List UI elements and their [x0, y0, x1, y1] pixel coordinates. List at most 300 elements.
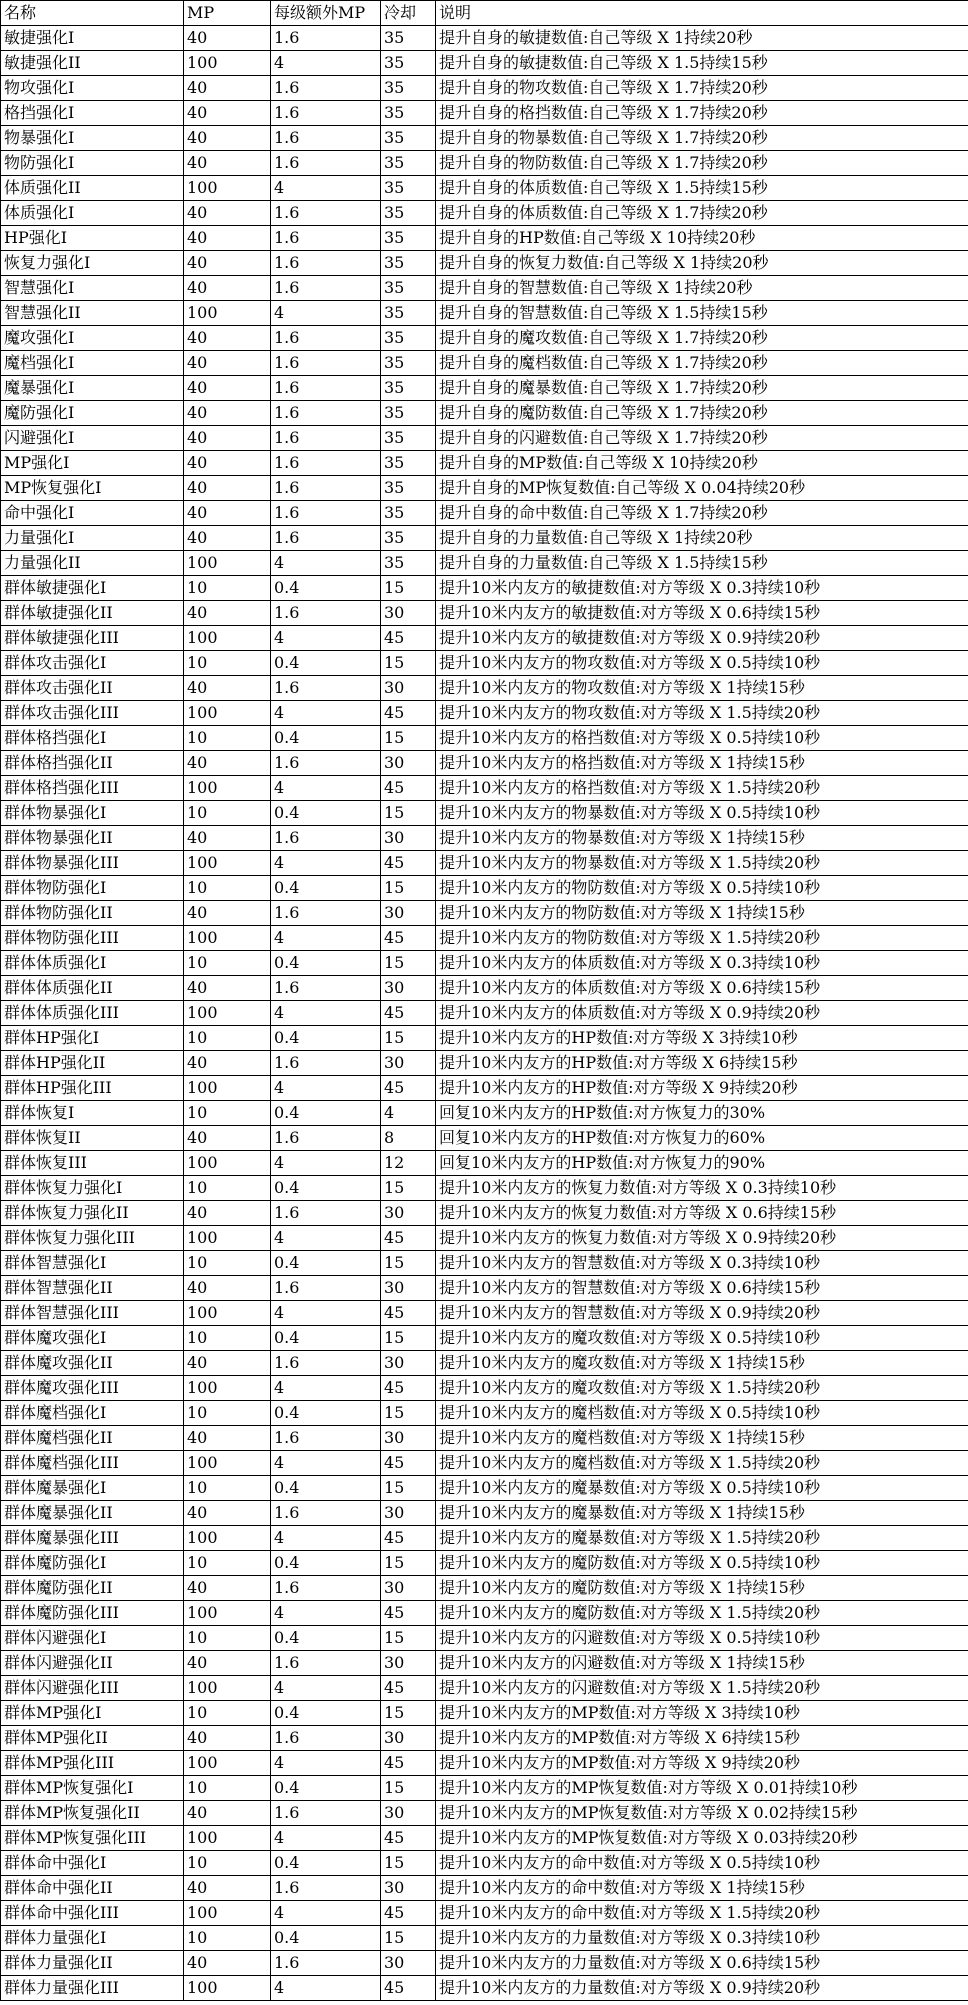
cell-cooldown: 15: [381, 1401, 436, 1426]
cell-mp-per-level: 4: [271, 176, 381, 201]
table-row: [1, 1276, 968, 1301]
cell-cooldown: 12: [381, 1151, 436, 1176]
cell-description: 提升自身的力量数值:自己等级 X 1持续20秒: [436, 526, 968, 551]
cell-mp-per-level: 1.6: [271, 1051, 381, 1076]
cell-description: 提升10米内友方的恢复力数值:对方等级 X 0.6持续15秒: [436, 1201, 968, 1226]
table-row: [1, 151, 968, 176]
cell-name: 群体攻击强化II: [1, 676, 184, 701]
cell-mp: 10: [184, 1176, 271, 1201]
cell-cooldown: 4: [381, 1101, 436, 1126]
cell-mp: 100: [184, 1001, 271, 1026]
table-row: [1, 226, 968, 251]
cell-cooldown: 15: [381, 651, 436, 676]
cell-description: 提升自身的魔暴数值:自己等级 X 1.7持续20秒: [436, 376, 968, 401]
cell-mp-per-level: 4: [271, 1976, 381, 2001]
cell-mp: 40: [184, 276, 271, 301]
table-row: [1, 751, 968, 776]
cell-description: 提升10米内友方的物暴数值:对方等级 X 1持续15秒: [436, 826, 968, 851]
cell-cooldown: 15: [381, 726, 436, 751]
cell-mp-per-level: 0.4: [271, 576, 381, 601]
table-row: [1, 576, 968, 601]
cell-description: 提升10米内友方的MP恢复数值:对方等级 X 0.02持续15秒: [436, 1801, 968, 1826]
cell-cooldown: 45: [381, 1901, 436, 1926]
header-description: 说明: [436, 1, 968, 26]
cell-mp: 100: [184, 301, 271, 326]
cell-name: 群体格挡强化III: [1, 776, 184, 801]
cell-name: 群体体质强化II: [1, 976, 184, 1001]
cell-mp-per-level: 4: [271, 1001, 381, 1026]
cell-cooldown: 35: [381, 26, 436, 51]
cell-cooldown: 15: [381, 876, 436, 901]
cell-mp-per-level: 1.6: [271, 1651, 381, 1676]
cell-description: 提升自身的敏捷数值:自己等级 X 1.5持续15秒: [436, 51, 968, 76]
cell-cooldown: 30: [381, 601, 436, 626]
cell-mp-per-level: 4: [271, 1526, 381, 1551]
cell-name: 群体体质强化III: [1, 1001, 184, 1026]
cell-name: 群体敏捷强化III: [1, 626, 184, 651]
cell-name: 魔档强化I: [1, 351, 184, 376]
cell-name: 群体魔攻强化II: [1, 1351, 184, 1376]
cell-description: 提升自身的MP恢复数值:自己等级 X 0.04持续20秒: [436, 476, 968, 501]
cell-mp-per-level: 4: [271, 1376, 381, 1401]
cell-mp: 40: [184, 1951, 271, 1976]
cell-mp-per-level: 4: [271, 1151, 381, 1176]
cell-mp-per-level: 4: [271, 551, 381, 576]
cell-name: 力量强化I: [1, 526, 184, 551]
cell-name: 群体力量强化I: [1, 1926, 184, 1951]
table-row: [1, 476, 968, 501]
cell-cooldown: 15: [381, 1851, 436, 1876]
cell-name: 群体敏捷强化I: [1, 576, 184, 601]
cell-mp: 10: [184, 1776, 271, 1801]
cell-mp: 100: [184, 926, 271, 951]
table-row: [1, 1601, 968, 1626]
cell-mp: 100: [184, 51, 271, 76]
cell-cooldown: 30: [381, 1426, 436, 1451]
cell-cooldown: 30: [381, 1051, 436, 1076]
cell-mp-per-level: 1.6: [271, 676, 381, 701]
table-row: [1, 401, 968, 426]
table-row: [1, 726, 968, 751]
cell-cooldown: 45: [381, 1076, 436, 1101]
cell-description: 提升自身的敏捷数值:自己等级 X 1持续20秒: [436, 26, 968, 51]
cell-mp-per-level: 1.6: [271, 76, 381, 101]
table-row: [1, 1001, 968, 1026]
cell-description: 提升10米内友方的魔档数值:对方等级 X 1持续15秒: [436, 1426, 968, 1451]
cell-mp: 40: [184, 1126, 271, 1151]
cell-description: 提升自身的恢复力数值:自己等级 X 1持续20秒: [436, 251, 968, 276]
cell-mp: 40: [184, 226, 271, 251]
cell-cooldown: 35: [381, 551, 436, 576]
cell-description: 提升10米内友方的魔攻数值:对方等级 X 1持续15秒: [436, 1351, 968, 1376]
cell-description: 提升10米内友方的命中数值:对方等级 X 1持续15秒: [436, 1876, 968, 1901]
cell-name: 群体魔防强化II: [1, 1576, 184, 1601]
cell-mp: 40: [184, 1876, 271, 1901]
cell-cooldown: 35: [381, 501, 436, 526]
cell-name: 群体攻击强化III: [1, 701, 184, 726]
cell-description: 提升10米内友方的命中数值:对方等级 X 1.5持续20秒: [436, 1901, 968, 1926]
cell-mp-per-level: 0.4: [271, 1851, 381, 1876]
cell-mp: 40: [184, 526, 271, 551]
cell-cooldown: 15: [381, 1251, 436, 1276]
cell-cooldown: 35: [381, 176, 436, 201]
table-row: [1, 1476, 968, 1501]
cell-cooldown: 35: [381, 426, 436, 451]
cell-mp-per-level: 1.6: [271, 1951, 381, 1976]
cell-mp: 40: [184, 251, 271, 276]
cell-name: 群体MP强化III: [1, 1751, 184, 1776]
cell-cooldown: 30: [381, 1726, 436, 1751]
cell-description: 提升10米内友方的魔防数值:对方等级 X 0.5持续10秒: [436, 1551, 968, 1576]
cell-mp: 40: [184, 1201, 271, 1226]
cell-cooldown: 35: [381, 251, 436, 276]
cell-cooldown: 30: [381, 1501, 436, 1526]
cell-name: 群体恢复力强化I: [1, 1176, 184, 1201]
cell-mp-per-level: 4: [271, 701, 381, 726]
cell-name: 群体格挡强化I: [1, 726, 184, 751]
cell-description: 提升10米内友方的魔档数值:对方等级 X 1.5持续20秒: [436, 1451, 968, 1476]
table-row: [1, 1401, 968, 1426]
cell-description: 提升10米内友方的格挡数值:对方等级 X 1.5持续20秒: [436, 776, 968, 801]
cell-mp: 10: [184, 1251, 271, 1276]
cell-description: 提升10米内友方的智慧数值:对方等级 X 0.3持续10秒: [436, 1251, 968, 1276]
cell-name: 力量强化II: [1, 551, 184, 576]
table-row: [1, 1776, 968, 1801]
table-row: [1, 376, 968, 401]
cell-mp-per-level: 1.6: [271, 1201, 381, 1226]
table-row: [1, 1376, 968, 1401]
cell-description: 回复10米内友方的HP数值:对方恢复力的60%: [436, 1126, 968, 1151]
cell-description: 提升10米内友方的魔暴数值:对方等级 X 1持续15秒: [436, 1501, 968, 1526]
table-row: [1, 1826, 968, 1851]
cell-description: 提升自身的命中数值:自己等级 X 1.7持续20秒: [436, 501, 968, 526]
cell-mp: 40: [184, 1051, 271, 1076]
cell-mp-per-level: 1.6: [271, 751, 381, 776]
cell-name: 群体闪避强化III: [1, 1676, 184, 1701]
cell-mp-per-level: 0.4: [271, 1176, 381, 1201]
table-row: [1, 676, 968, 701]
table-row: [1, 1301, 968, 1326]
table-row: [1, 301, 968, 326]
cell-name: 闪避强化I: [1, 426, 184, 451]
table-row: [1, 76, 968, 101]
cell-cooldown: 35: [381, 476, 436, 501]
cell-name: 群体物暴强化III: [1, 851, 184, 876]
table-row: [1, 1976, 968, 2001]
cell-description: 提升10米内友方的敏捷数值:对方等级 X 0.9持续20秒: [436, 626, 968, 651]
table-row: [1, 1926, 968, 1951]
cell-cooldown: 30: [381, 1351, 436, 1376]
cell-cooldown: 45: [381, 701, 436, 726]
cell-description: 回复10米内友方的HP数值:对方恢复力的90%: [436, 1151, 968, 1176]
cell-mp: 10: [184, 1551, 271, 1576]
cell-mp: 100: [184, 1151, 271, 1176]
cell-cooldown: 35: [381, 326, 436, 351]
cell-cooldown: 30: [381, 751, 436, 776]
cell-mp-per-level: 1.6: [271, 826, 381, 851]
cell-name: 群体力量强化III: [1, 1976, 184, 2001]
cell-cooldown: 30: [381, 1276, 436, 1301]
table-row: [1, 51, 968, 76]
cell-name: 命中强化I: [1, 501, 184, 526]
table-row: [1, 1651, 968, 1676]
cell-description: 提升10米内友方的闪避数值:对方等级 X 0.5持续10秒: [436, 1626, 968, 1651]
cell-mp: 40: [184, 326, 271, 351]
cell-description: 提升10米内友方的力量数值:对方等级 X 0.6持续15秒: [436, 1951, 968, 1976]
table-row: [1, 501, 968, 526]
cell-name: 群体HP强化II: [1, 1051, 184, 1076]
cell-cooldown: 35: [381, 126, 436, 151]
cell-mp-per-level: 0.4: [271, 1701, 381, 1726]
cell-description: 提升10米内友方的体质数值:对方等级 X 0.6持续15秒: [436, 976, 968, 1001]
cell-mp: 10: [184, 951, 271, 976]
cell-description: 提升10米内友方的魔防数值:对方等级 X 1持续15秒: [436, 1576, 968, 1601]
cell-mp-per-level: 1.6: [271, 326, 381, 351]
cell-cooldown: 30: [381, 826, 436, 851]
cell-mp-per-level: 0.4: [271, 1401, 381, 1426]
table-row: [1, 1451, 968, 1476]
cell-mp-per-level: 1.6: [271, 1801, 381, 1826]
cell-name: 群体智慧强化II: [1, 1276, 184, 1301]
cell-mp: 40: [184, 151, 271, 176]
cell-description: 提升自身的魔档数值:自己等级 X 1.7持续20秒: [436, 351, 968, 376]
cell-cooldown: 15: [381, 1176, 436, 1201]
cell-cooldown: 35: [381, 76, 436, 101]
cell-mp: 100: [184, 1226, 271, 1251]
cell-mp-per-level: 1.6: [271, 601, 381, 626]
cell-mp: 100: [184, 776, 271, 801]
cell-mp: 40: [184, 1726, 271, 1751]
table-row: [1, 451, 968, 476]
cell-name: 群体魔攻强化III: [1, 1376, 184, 1401]
cell-description: 提升10米内友方的体质数值:对方等级 X 0.3持续10秒: [436, 951, 968, 976]
cell-description: 提升10米内友方的物防数值:对方等级 X 1持续15秒: [436, 901, 968, 926]
cell-description: 提升10米内友方的智慧数值:对方等级 X 0.6持续15秒: [436, 1276, 968, 1301]
cell-name: 格挡强化I: [1, 101, 184, 126]
cell-name: 群体魔暴强化II: [1, 1501, 184, 1526]
cell-mp-per-level: 1.6: [271, 101, 381, 126]
cell-description: 提升10米内友方的物暴数值:对方等级 X 1.5持续20秒: [436, 851, 968, 876]
cell-cooldown: 45: [381, 1376, 436, 1401]
table-row: [1, 776, 968, 801]
table-row: [1, 1901, 968, 1926]
cell-description: 提升10米内友方的物防数值:对方等级 X 0.5持续10秒: [436, 876, 968, 901]
table-row: [1, 1126, 968, 1151]
cell-mp-per-level: 1.6: [271, 151, 381, 176]
cell-mp: 40: [184, 1351, 271, 1376]
table-row: [1, 951, 968, 976]
cell-mp-per-level: 0.4: [271, 651, 381, 676]
cell-description: 提升10米内友方的魔防数值:对方等级 X 1.5持续20秒: [436, 1601, 968, 1626]
table-row: [1, 1051, 968, 1076]
cell-description: 提升自身的力量数值:自己等级 X 1.5持续15秒: [436, 551, 968, 576]
table-row: [1, 1026, 968, 1051]
cell-name: 物防强化I: [1, 151, 184, 176]
cell-mp: 10: [184, 876, 271, 901]
cell-description: 提升10米内友方的HP数值:对方等级 X 9持续20秒: [436, 1076, 968, 1101]
cell-mp: 40: [184, 676, 271, 701]
header-mp-per-level: 每级额外MP: [271, 1, 381, 26]
cell-description: 提升10米内友方的敏捷数值:对方等级 X 0.3持续10秒: [436, 576, 968, 601]
cell-mp: 40: [184, 401, 271, 426]
cell-mp-per-level: 0.4: [271, 1251, 381, 1276]
cell-mp: 40: [184, 601, 271, 626]
cell-mp: 40: [184, 351, 271, 376]
cell-description: 回复10米内友方的HP数值:对方恢复力的30%: [436, 1101, 968, 1126]
cell-description: 提升10米内友方的魔攻数值:对方等级 X 1.5持续20秒: [436, 1376, 968, 1401]
cell-mp-per-level: 1.6: [271, 351, 381, 376]
cell-mp: 40: [184, 201, 271, 226]
cell-mp-per-level: 1.6: [271, 476, 381, 501]
cell-name: 群体MP强化I: [1, 1701, 184, 1726]
cell-mp: 40: [184, 1501, 271, 1526]
cell-description: 提升10米内友方的体质数值:对方等级 X 0.9持续20秒: [436, 1001, 968, 1026]
cell-name: 群体恢复II: [1, 1126, 184, 1151]
cell-cooldown: 35: [381, 51, 436, 76]
cell-description: 提升10米内友方的物攻数值:对方等级 X 1持续15秒: [436, 676, 968, 701]
cell-cooldown: 45: [381, 1976, 436, 2001]
cell-mp-per-level: 1.6: [271, 426, 381, 451]
cell-description: 提升自身的智慧数值:自己等级 X 1持续20秒: [436, 276, 968, 301]
cell-cooldown: 30: [381, 1651, 436, 1676]
cell-name: 群体闪避强化I: [1, 1626, 184, 1651]
cell-mp: 10: [184, 651, 271, 676]
cell-name: 群体恢复I: [1, 1101, 184, 1126]
cell-name: 恢复力强化I: [1, 251, 184, 276]
cell-description: 提升10米内友方的HP数值:对方等级 X 3持续10秒: [436, 1026, 968, 1051]
cell-name: 物攻强化I: [1, 76, 184, 101]
cell-description: 提升10米内友方的物攻数值:对方等级 X 1.5持续20秒: [436, 701, 968, 726]
cell-mp-per-level: 0.4: [271, 1476, 381, 1501]
cell-mp: 40: [184, 501, 271, 526]
table-row: [1, 1951, 968, 1976]
table-row: [1, 101, 968, 126]
cell-cooldown: 15: [381, 1026, 436, 1051]
cell-cooldown: 30: [381, 901, 436, 926]
cell-name: 群体魔档强化II: [1, 1426, 184, 1451]
cell-cooldown: 30: [381, 1201, 436, 1226]
cell-mp: 100: [184, 1901, 271, 1926]
table-row: [1, 201, 968, 226]
cell-name: HP强化I: [1, 226, 184, 251]
cell-name: 敏捷强化II: [1, 51, 184, 76]
header-row: [1, 1, 968, 26]
cell-cooldown: 45: [381, 1601, 436, 1626]
cell-cooldown: 30: [381, 1951, 436, 1976]
cell-mp-per-level: 1.6: [271, 401, 381, 426]
cell-mp-per-level: 4: [271, 926, 381, 951]
table-row: [1, 601, 968, 626]
cell-name: 群体智慧强化I: [1, 1251, 184, 1276]
cell-mp: 40: [184, 426, 271, 451]
cell-mp-per-level: 1.6: [271, 976, 381, 1001]
cell-mp-per-level: 0.4: [271, 1026, 381, 1051]
cell-mp-per-level: 0.4: [271, 1326, 381, 1351]
cell-mp: 10: [184, 1851, 271, 1876]
cell-name: 群体闪避强化II: [1, 1651, 184, 1676]
cell-name: 群体魔防强化III: [1, 1601, 184, 1626]
table-row: [1, 126, 968, 151]
cell-mp: 40: [184, 476, 271, 501]
cell-mp-per-level: 4: [271, 851, 381, 876]
cell-name: 敏捷强化I: [1, 26, 184, 51]
cell-mp: 100: [184, 1451, 271, 1476]
table-row: [1, 1226, 968, 1251]
table-row: [1, 826, 968, 851]
cell-description: 提升10米内友方的MP数值:对方等级 X 6持续15秒: [436, 1726, 968, 1751]
table-row: [1, 1851, 968, 1876]
cell-mp-per-level: 1.6: [271, 226, 381, 251]
cell-mp: 40: [184, 976, 271, 1001]
header-cooldown: 冷却: [381, 1, 436, 26]
table-row: [1, 1876, 968, 1901]
cell-cooldown: 45: [381, 776, 436, 801]
cell-name: 魔暴强化I: [1, 376, 184, 401]
cell-mp-per-level: 4: [271, 51, 381, 76]
cell-description: 提升自身的格挡数值:自己等级 X 1.7持续20秒: [436, 101, 968, 126]
cell-mp: 40: [184, 76, 271, 101]
cell-description: 提升10米内友方的魔档数值:对方等级 X 0.5持续10秒: [436, 1401, 968, 1426]
cell-mp-per-level: 4: [271, 1601, 381, 1626]
table-row: [1, 1501, 968, 1526]
cell-description: 提升10米内友方的物暴数值:对方等级 X 0.5持续10秒: [436, 801, 968, 826]
cell-mp: 10: [184, 1626, 271, 1651]
cell-name: 体质强化I: [1, 201, 184, 226]
cell-mp-per-level: 1.6: [271, 1426, 381, 1451]
table-row: [1, 1201, 968, 1226]
cell-name: 群体体质强化I: [1, 951, 184, 976]
cell-mp-per-level: 4: [271, 1901, 381, 1926]
cell-mp-per-level: 4: [271, 1076, 381, 1101]
cell-mp: 10: [184, 1026, 271, 1051]
cell-cooldown: 45: [381, 851, 436, 876]
cell-mp-per-level: 0.4: [271, 1101, 381, 1126]
table-row: [1, 1101, 968, 1126]
cell-mp: 100: [184, 626, 271, 651]
cell-cooldown: 15: [381, 1701, 436, 1726]
cell-mp-per-level: 1.6: [271, 1276, 381, 1301]
cell-description: 提升10米内友方的闪避数值:对方等级 X 1持续15秒: [436, 1651, 968, 1676]
cell-description: 提升10米内友方的物攻数值:对方等级 X 0.5持续10秒: [436, 651, 968, 676]
table-row: [1, 901, 968, 926]
table-row: [1, 26, 968, 51]
cell-mp: 40: [184, 1576, 271, 1601]
cell-mp-per-level: 1.6: [271, 1351, 381, 1376]
cell-cooldown: 45: [381, 1676, 436, 1701]
cell-mp-per-level: 1.6: [271, 1876, 381, 1901]
cell-name: 群体物防强化III: [1, 926, 184, 951]
cell-cooldown: 30: [381, 1876, 436, 1901]
cell-description: 提升10米内友方的恢复力数值:对方等级 X 0.3持续10秒: [436, 1176, 968, 1201]
cell-name: 群体恢复力强化II: [1, 1201, 184, 1226]
cell-description: 提升10米内友方的敏捷数值:对方等级 X 0.6持续15秒: [436, 601, 968, 626]
cell-mp-per-level: 4: [271, 776, 381, 801]
cell-name: MP强化I: [1, 451, 184, 476]
cell-mp: 100: [184, 1076, 271, 1101]
cell-mp-per-level: 4: [271, 626, 381, 651]
cell-mp: 100: [184, 176, 271, 201]
cell-cooldown: 30: [381, 1576, 436, 1601]
cell-description: 提升10米内友方的智慧数值:对方等级 X 0.9持续20秒: [436, 1301, 968, 1326]
table-row: [1, 1351, 968, 1376]
cell-cooldown: 35: [381, 351, 436, 376]
cell-mp-per-level: 0.4: [271, 876, 381, 901]
cell-mp-per-level: 1.6: [271, 501, 381, 526]
table-row: [1, 1526, 968, 1551]
cell-name: 群体物防强化I: [1, 876, 184, 901]
cell-mp-per-level: 1.6: [271, 126, 381, 151]
cell-cooldown: 30: [381, 676, 436, 701]
